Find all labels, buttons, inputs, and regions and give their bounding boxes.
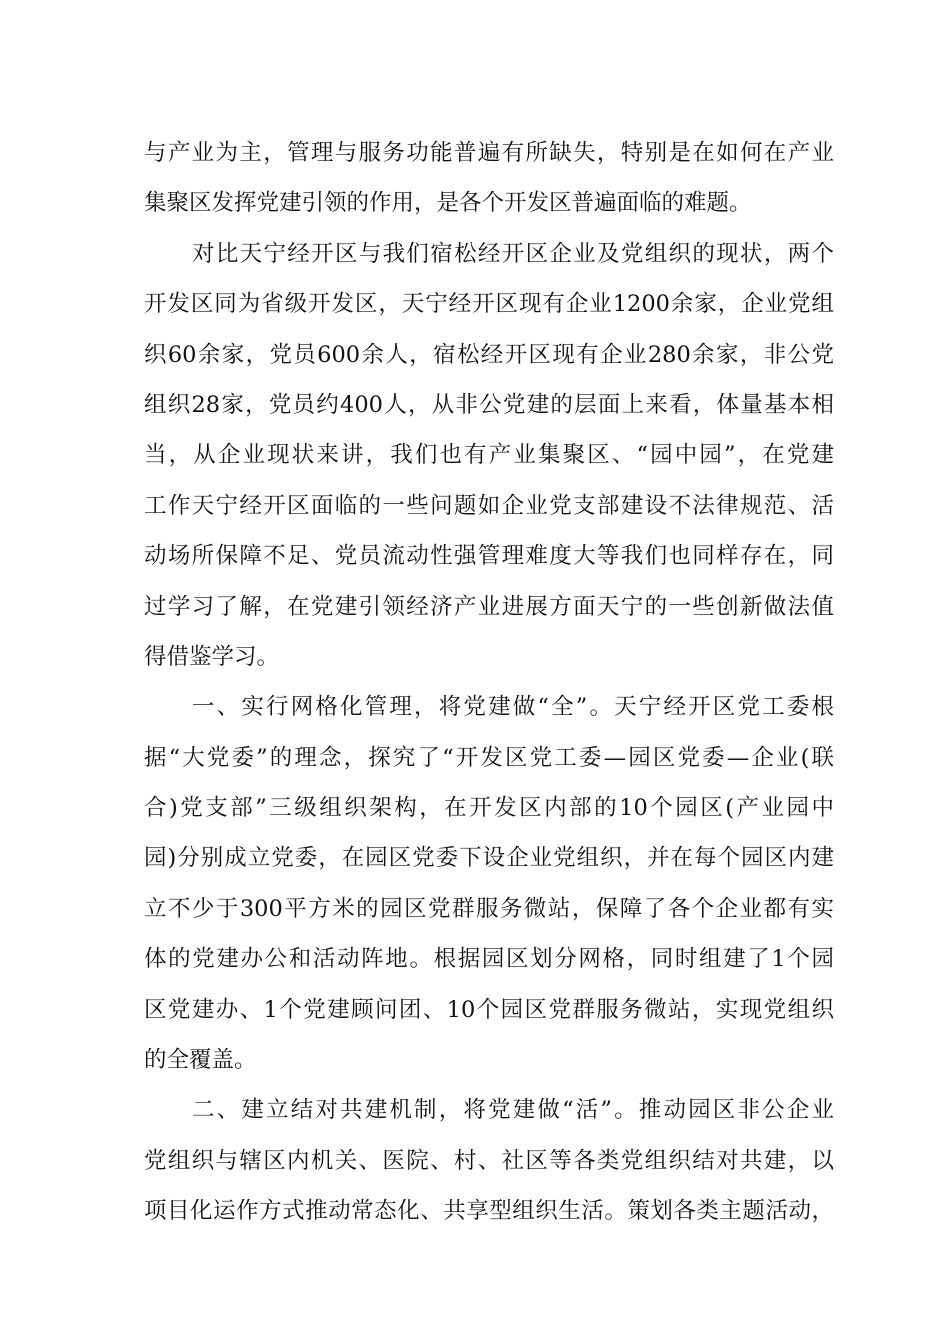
paragraph-first-line: 一、实行网格化管理，将党建做“全”。天宁经开区党工委根	[192, 694, 834, 721]
text-line: 园)分别成立党委，在园区党委下设企业党组织，并在每个园区内建	[144, 845, 834, 872]
text-line: 集聚区发挥党建引领的作用，是各个开发区普遍面临的难题。	[144, 190, 752, 217]
text-line: 体的党建办公和活动阵地。根据园区划分网格，同时组建了1个园	[144, 946, 834, 973]
text-line: 党组织与辖区内机关、医院、村、社区等各类党组织结对共建，以	[144, 1147, 834, 1174]
text-line: 动场所保障不足、党员流动性强管理难度大等我们也同样存在，同	[144, 543, 834, 570]
text-line: 过学习了解，在党建引领经济产业进展方面天宁的一些创新做法值	[144, 593, 834, 620]
text-line: 区党建办、1个党建顾问团、10个园区党群服务微站，实现党组织	[144, 996, 834, 1023]
text-line: 立不少于300平方米的园区党群服务微站，保障了各个企业都有实	[144, 895, 834, 922]
text-line: 当，从企业现状来讲，我们也有产业集聚区、“园中园”，在党建	[144, 442, 834, 469]
text-line: 工作天宁经开区面临的一些问题如企业党支部建设不法律规范、活	[144, 492, 834, 519]
document-body	[144, 128, 834, 1237]
text-line: 的全覆盖。	[144, 1047, 257, 1074]
paragraph-first-line: 二、建立结对共建机制，将党建做“活”。推动园区非公企业	[192, 1097, 834, 1124]
text-line: 开发区同为省级开发区，天宁经开区现有企业1200余家，企业党组	[144, 291, 834, 318]
text-line: 据“大党委”的理念，探究了“开发区党工委—园区党委—企业(联	[144, 744, 834, 771]
text-line: 合)党支部”三级组织架构，在开发区内部的10个园区(产业园中	[144, 795, 834, 822]
text-line: 得借鉴学习。	[144, 643, 280, 670]
text-line: 织60余家，党员600余人，宿松经开区现有企业280余家，非公党	[144, 341, 834, 368]
paragraph-first-line: 对比天宁经开区与我们宿松经开区企业及党组织的现状，两个	[192, 240, 834, 267]
text-line: 项目化运作方式推动常态化、共享型组织生活。策划各类主题活动，	[144, 1198, 834, 1225]
text-line: 与产业为主，管理与服务功能普遍有所缺失，特别是在如何在产业	[144, 140, 834, 166]
text-line: 组织28家，党员约400人，从非公党建的层面上来看，体量基本相	[144, 391, 834, 418]
